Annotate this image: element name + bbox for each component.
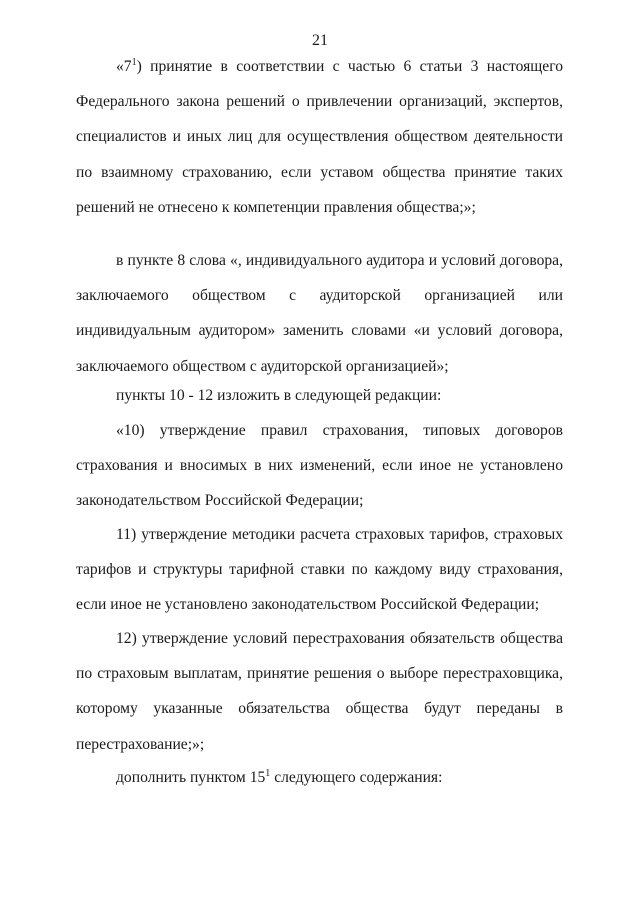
paragraph-item-7-1 <box>76 49 563 225</box>
paragraph-item-12: 12) утверждение условий перестрахования обязательств общества по страховым выплатам, принятие решения о выборе перестраховщика, которому указанные обязательства общества будут переданы в перестрахование;»; <box>76 630 563 753</box>
paragraph-item-15-1-intro <box>76 760 563 795</box>
superscript: 1 <box>131 56 137 68</box>
paragraph-item-10: «10) утверждение правил страхования, типовых договоров страхования и вносимых в них изменений, если иное не установлено законодательством Российской Федерации; <box>76 422 563 510</box>
paragraph-items-10-12-intro: пункты 10 - 12 изложить в следующей редакции: <box>116 387 442 404</box>
paragraph-text-post: следующего содержания: <box>270 769 443 786</box>
paragraph-text-pre: «7 <box>116 58 132 75</box>
paragraph-item-8-amendment: в пункте 8 слова «, индивидуального аудитора и условий договора, заключаемого обществом с аудиторской организацией или индивидуальным аудитором» заменить словами «и условий договора, заключаемого обществом с аудиторской организацией»; <box>76 252 563 375</box>
paragraph-text-post: ) принятие в соответствии с частью 6 статьи 3 настоящего Федерального закона решений о привлечении организаций, экспертов, специалистов и иных лиц для осуществления обществом деятельности по взаимному страхованию, если уставом общества принятие таких решений не отнесено к компетенции правления общества;»; <box>76 58 563 216</box>
superscript: 1 <box>265 767 271 779</box>
page-number: 21 <box>312 32 328 49</box>
paragraph-item-11: 11) утверждение методики расчета страховых тарифов, страховых тарифов и структуры тарифной ставки по каждому виду страхования, если иное не установлено законодательством Российской Федерации; <box>76 526 563 614</box>
paragraph-text-pre: дополнить пунктом 15 <box>116 769 266 786</box>
